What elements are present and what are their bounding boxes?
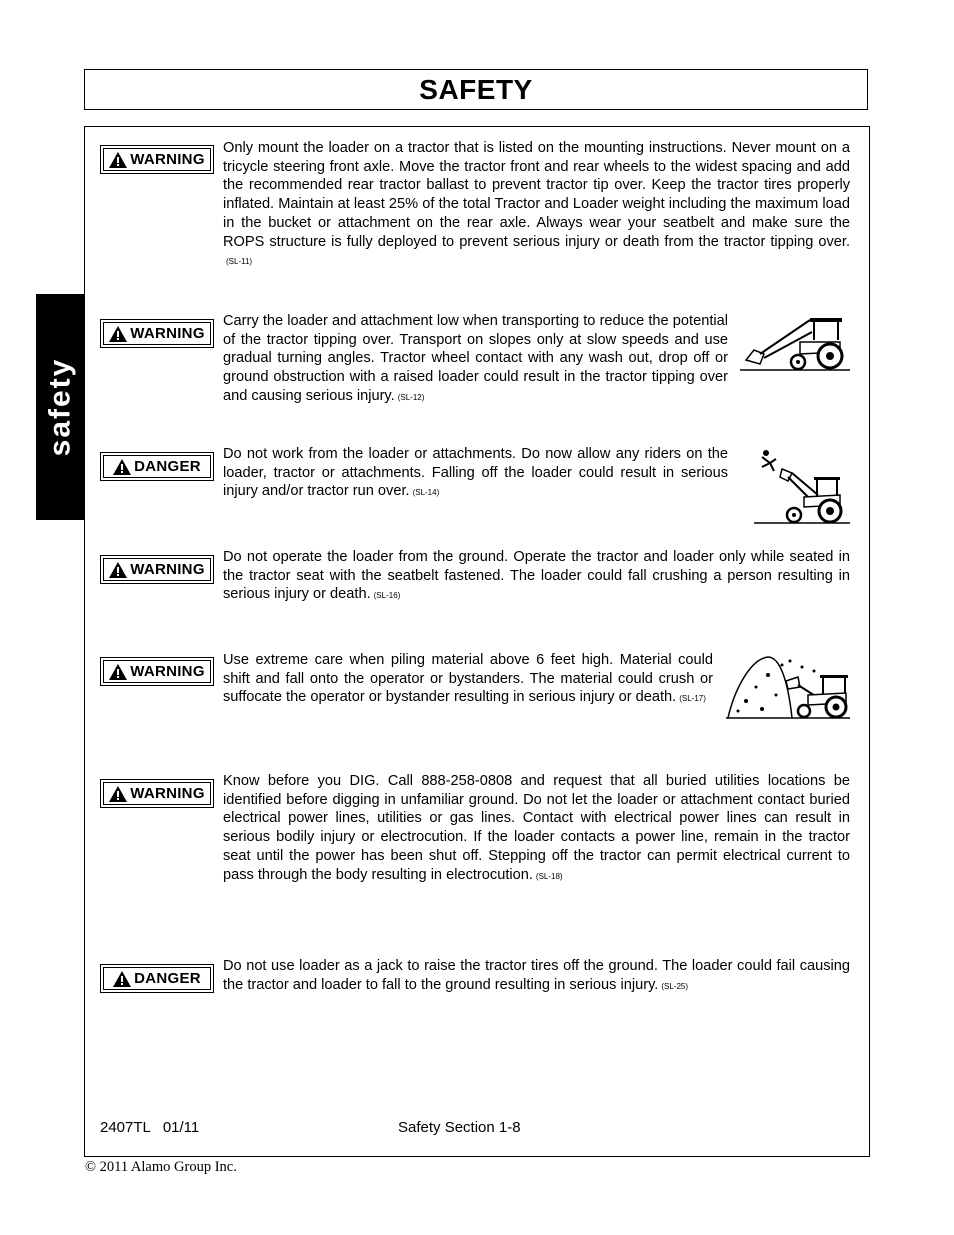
- danger-badge: [100, 964, 214, 993]
- safety-code: (SL-18): [535, 871, 563, 881]
- alert-triangle-icon: [109, 562, 127, 578]
- safety-code: (SL-12): [397, 392, 425, 402]
- safety-code: (SL-17): [679, 694, 706, 704]
- safety-message-text: Do not operate the loader from the ground. Operate the tractor and loader only while seated in the tractor seat with the seatbelt fastened. The loader could fall crushing a person resulting in serious injury or death.: [223, 549, 850, 603]
- warning-label: WARNING: [130, 785, 205, 802]
- material-pile-illustration: [724, 651, 852, 721]
- tractor-raised-loader-illustration: [740, 312, 852, 374]
- copyright-notice: © 2011 Alamo Group Inc.: [85, 1159, 237, 1175]
- safety-message: [223, 651, 713, 709]
- warning-badge: [100, 779, 214, 808]
- warning-label: WARNING: [130, 151, 205, 168]
- safety-message-text: Only mount the loader on a tractor that is listed on the mounting instructions. Never mount on a tricycle steering front axle. Move the tractor front and rear wheels to the widest spacing and add the recommended rear tractor ballast to prevent tractor tip over. Keep the tractor tires properly inflated. Maintain at least 25% of the total Tractor and Loader weight including the maximum load in the bucket or attachment on the rear axle. Always wear your seatbelt and make sure the ROPS structure is fully deployed to prevent serious injury or death from the tractor tipping over.: [223, 140, 850, 250]
- safety-message: [223, 957, 850, 996]
- alert-triangle-icon: [109, 152, 127, 168]
- safety-message: [223, 312, 728, 408]
- safety-code: (SL-14): [412, 488, 440, 498]
- danger-label: DANGER: [134, 458, 201, 475]
- safety-message-text: Carry the loader and attachment low when transporting to reduce the potential of the tractor tipping over. Transport on slopes only at slow speeds and use gradual turning angles. Tractor wheel contact with any wash out, drop off or ground obstruction with a raised loader could result in the tractor tipping over and causing serious injury.: [223, 313, 728, 404]
- safety-message: [223, 772, 850, 886]
- alert-triangle-icon: [113, 459, 131, 475]
- section-side-tab: [36, 294, 84, 520]
- safety-content-frame: [84, 126, 870, 1157]
- warning-badge: [100, 555, 214, 584]
- warning-label: WARNING: [130, 561, 205, 578]
- warning-badge: [100, 145, 214, 174]
- safety-message-text: Do not work from the loader or attachments. Do now allow any riders on the loader, tractor or attachments. Falling off the loader could result in serious injury and/or tractor run over.: [223, 446, 728, 500]
- safety-code: (SL-11): [226, 257, 253, 267]
- danger-label: DANGER: [134, 970, 201, 987]
- safety-message: [223, 139, 850, 272]
- alert-triangle-icon: [113, 971, 131, 987]
- safety-message: [223, 445, 728, 503]
- alert-triangle-icon: [109, 786, 127, 802]
- rider-falling-illustration: [752, 447, 852, 527]
- footer-model-date: 2407TL 01/11: [100, 1119, 200, 1136]
- page-header: [84, 69, 868, 110]
- danger-badge: [100, 452, 214, 481]
- safety-message-text: Do not use loader as a jack to raise the tractor tires off the ground. The loader could fail causing the tractor and loader to fall to the ground resulting in serious injury.: [223, 958, 850, 993]
- warning-badge: [100, 319, 214, 348]
- alert-triangle-icon: [109, 326, 127, 342]
- page-title: SAFETY: [419, 73, 533, 105]
- safety-message: [223, 548, 850, 606]
- warning-label: WARNING: [130, 663, 205, 680]
- safety-code: (SL-16): [373, 591, 401, 601]
- warning-badge: [100, 657, 214, 686]
- side-tab-label: safety: [43, 357, 76, 457]
- safety-message-text: Use extreme care when piling material above 6 feet high. Material could shift and fall onto the operator or bystanders. The material could crush or suffocate the operator or bystander resulting in serious injury or death.: [223, 652, 713, 706]
- footer-section-page: Safety Section 1-8: [398, 1119, 521, 1136]
- warning-label: WARNING: [130, 325, 205, 342]
- alert-triangle-icon: [109, 664, 127, 680]
- safety-code: (SL-25): [661, 981, 689, 991]
- safety-message-text: Know before you DIG. Call 888-258-0808 and request that all buried utilities locations be identified before digging in unfamiliar ground. Do not let the loader or attachment contact buried electrical power lines, utilities or gas lines. Contact with electrical power lines can result in serious bodily injury or electrocution. If the loader contacts a power line, remain in the tractor seat until the power has been shut off. Stepping off the tractor can permit electrical current to pass through the body resulting in electrocution.: [223, 773, 850, 883]
